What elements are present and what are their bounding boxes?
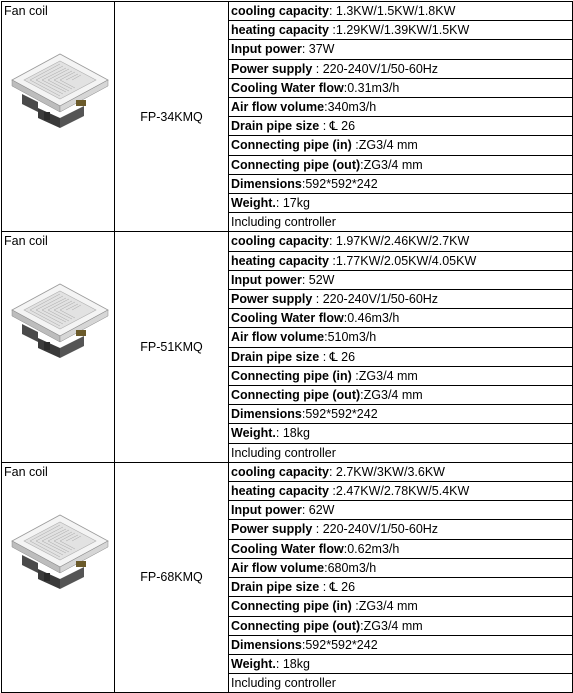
spec-label: Input power: [231, 42, 302, 57]
spec-label: cooling capacity: [231, 234, 329, 249]
spec-value: ℄ 26: [329, 349, 356, 364]
spec-label: Connecting pipe (out): [231, 388, 361, 403]
spec-cell: [229, 597, 573, 616]
product-model: FP-68KMQ: [115, 462, 229, 692]
spec-value: ℄ 26: [329, 119, 356, 134]
table-row: [2, 232, 573, 251]
spec-cell: [229, 40, 573, 59]
spec-label: Dimensions: [231, 637, 302, 652]
spec-value: ZG3/4 mm: [363, 618, 423, 633]
product-model: FP-51KMQ: [115, 232, 229, 462]
spec-cell: [229, 232, 573, 251]
spec-separator: :: [343, 541, 348, 556]
spec-value: 17kg: [282, 196, 310, 211]
spec-value: ZG3/4 mm: [358, 138, 418, 153]
spec-label: Air flow volume: [231, 560, 325, 575]
spec-label: Weight.: [231, 426, 276, 441]
product-category: Fan coil: [4, 4, 48, 18]
spec-separator: :: [324, 100, 328, 115]
spec-value: ZG3/4 mm: [358, 368, 418, 383]
spec-label: Weight.: [231, 196, 276, 211]
spec-cell: [229, 347, 573, 366]
spec-separator: :: [343, 311, 348, 326]
spec-value: 37W: [308, 42, 335, 57]
spec-label: Connecting pipe (out): [231, 157, 361, 172]
spec-cell: [229, 98, 573, 117]
spec-label: Dimensions: [231, 407, 302, 422]
spec-cell: [229, 290, 573, 309]
spec-separator: :: [324, 330, 328, 345]
spec-label: Connecting pipe (in): [231, 599, 352, 614]
spec-cell: [229, 174, 573, 193]
spec-separator: :: [360, 618, 364, 633]
spec-value: 0.31m3/h: [347, 80, 400, 95]
product-category: Fan coil: [4, 234, 48, 249]
spec-separator: :: [312, 61, 323, 76]
spec-value: 18kg: [282, 656, 310, 671]
spec-label: Cooling Water flow: [231, 541, 344, 556]
product-category: Fan coil: [4, 464, 48, 479]
spec-label: Weight.: [231, 656, 276, 671]
spec-value: 18kg: [282, 426, 310, 441]
spec-separator: :: [328, 253, 336, 268]
table-row: [2, 2, 573, 21]
product-image-cell: [2, 2, 115, 232]
spec-note: Including controller: [229, 213, 573, 232]
spec-separator: :: [301, 272, 309, 287]
spec-label: Drain pipe size: [231, 580, 320, 595]
spec-label: Cooling Water flow: [231, 311, 344, 326]
spec-cell: [229, 270, 573, 289]
spec-separator: :: [360, 157, 364, 172]
spec-label: Input power: [231, 272, 302, 287]
spec-separator: :: [275, 196, 283, 211]
spec-separator: :: [328, 484, 336, 499]
spec-label: Dimensions: [231, 176, 302, 191]
spec-label: heating capacity: [231, 484, 329, 499]
spec-value: 220-240V/1/50-60Hz: [322, 522, 439, 537]
spec-separator: :: [328, 234, 336, 249]
spec-value: 220-240V/1/50-60Hz: [322, 292, 439, 307]
spec-cell: [229, 654, 573, 673]
spec-note: Including controller: [229, 443, 573, 462]
spec-cell: [229, 520, 573, 539]
spec-cell: [229, 462, 573, 481]
product-image-cell: [2, 232, 115, 462]
spec-cell: [229, 78, 573, 97]
ceiling-cassette-fan-coil-icon: [10, 42, 110, 132]
product-image-cell: [2, 462, 115, 692]
spec-value: ZG3/4 mm: [363, 388, 423, 403]
spec-value: 510m3/h: [327, 330, 377, 345]
spec-value: 680m3/h: [327, 560, 377, 575]
spec-separator: :: [324, 560, 328, 575]
spec-label: cooling capacity: [231, 4, 329, 18]
spec-value: ZG3/4 mm: [358, 599, 418, 614]
spec-cell: [229, 21, 573, 40]
spec-cell: [229, 59, 573, 78]
spec-value: 220-240V/1/50-60Hz: [322, 61, 439, 76]
ceiling-cassette-fan-coil-icon: [10, 272, 110, 362]
spec-label: heating capacity: [231, 253, 329, 268]
spec-label: Drain pipe size: [231, 119, 320, 134]
spec-separator: :: [301, 176, 306, 191]
spec-cell: [229, 251, 573, 270]
spec-value: 592*592*242: [305, 176, 378, 191]
spec-label: Cooling Water flow: [231, 80, 344, 95]
spec-value: 592*592*242: [305, 407, 378, 422]
spec-cell: [229, 155, 573, 174]
spec-cell: [229, 366, 573, 385]
spec-separator: :: [301, 503, 309, 518]
spec-note: Including controller: [229, 674, 573, 693]
spec-cell: [229, 328, 573, 347]
spec-label: Input power: [231, 503, 302, 518]
spec-cell: [229, 386, 573, 405]
spec-separator: :: [328, 23, 336, 38]
spec-separator: :: [319, 119, 330, 134]
spec-cell: [229, 578, 573, 597]
spec-separator: :: [275, 656, 283, 671]
spec-label: Power supply: [231, 522, 313, 537]
spec-separator: :: [319, 349, 330, 364]
spec-separator: :: [328, 4, 336, 18]
ceiling-cassette-fan-coil-icon: [10, 503, 110, 593]
spec-label: Connecting pipe (out): [231, 618, 361, 633]
table-row: [2, 462, 573, 481]
spec-value: 62W: [308, 503, 335, 518]
spec-cell: [229, 194, 573, 213]
spec-label: Power supply: [231, 292, 313, 307]
spec-value: 0.46m3/h: [347, 311, 400, 326]
spec-separator: :: [301, 407, 306, 422]
spec-separator: :: [319, 580, 330, 595]
spec-cell: [229, 2, 573, 21]
spec-value: 2.47KW/2.78KW/5.4KW: [335, 484, 470, 499]
spec-separator: :: [301, 637, 306, 652]
spec-value: 52W: [308, 272, 335, 287]
product-model: FP-34KMQ: [115, 2, 229, 232]
spec-cell: [229, 539, 573, 558]
spec-cell: [229, 482, 573, 501]
spec-separator: :: [312, 522, 323, 537]
spec-cell: [229, 635, 573, 654]
spec-label: heating capacity: [231, 23, 329, 38]
spec-separator: :: [351, 599, 359, 614]
spec-table: [1, 1, 573, 693]
spec-separator: :: [328, 464, 336, 479]
spec-value: 1.97KW/2.46KW/2.7KW: [335, 234, 470, 249]
spec-separator: :: [312, 292, 323, 307]
spec-cell: [229, 558, 573, 577]
spec-label: Connecting pipe (in): [231, 368, 352, 383]
spec-separator: :: [343, 80, 348, 95]
spec-table-body: [2, 2, 573, 693]
spec-separator: :: [360, 388, 364, 403]
spec-value: 340m3/h: [327, 100, 377, 115]
spec-label: Power supply: [231, 61, 313, 76]
spec-label: Air flow volume: [231, 100, 325, 115]
spec-value: 1.29KW/1.39KW/1.5KW: [335, 23, 470, 38]
spec-cell: [229, 136, 573, 155]
spec-separator: :: [275, 426, 283, 441]
spec-value: 1.3KW/1.5KW/1.8KW: [335, 4, 456, 18]
spec-value: 2.7KW/3KW/3.6KW: [335, 464, 445, 479]
spec-cell: [229, 405, 573, 424]
spec-value: 1.77KW/2.05KW/4.05KW: [335, 253, 477, 268]
spec-cell: [229, 501, 573, 520]
spec-cell: [229, 616, 573, 635]
spec-separator: :: [301, 42, 309, 57]
spec-cell: [229, 309, 573, 328]
spec-separator: :: [351, 368, 359, 383]
spec-label: Connecting pipe (in): [231, 138, 352, 153]
spec-value: ℄ 26: [329, 580, 356, 595]
spec-separator: :: [351, 138, 359, 153]
spec-value: 0.62m3/h: [347, 541, 400, 556]
spec-value: 592*592*242: [305, 637, 378, 652]
spec-label: Air flow volume: [231, 330, 325, 345]
spec-cell: [229, 117, 573, 136]
spec-label: Drain pipe size: [231, 349, 320, 364]
spec-label: cooling capacity: [231, 464, 329, 479]
spec-value: ZG3/4 mm: [363, 157, 423, 172]
spec-cell: [229, 424, 573, 443]
